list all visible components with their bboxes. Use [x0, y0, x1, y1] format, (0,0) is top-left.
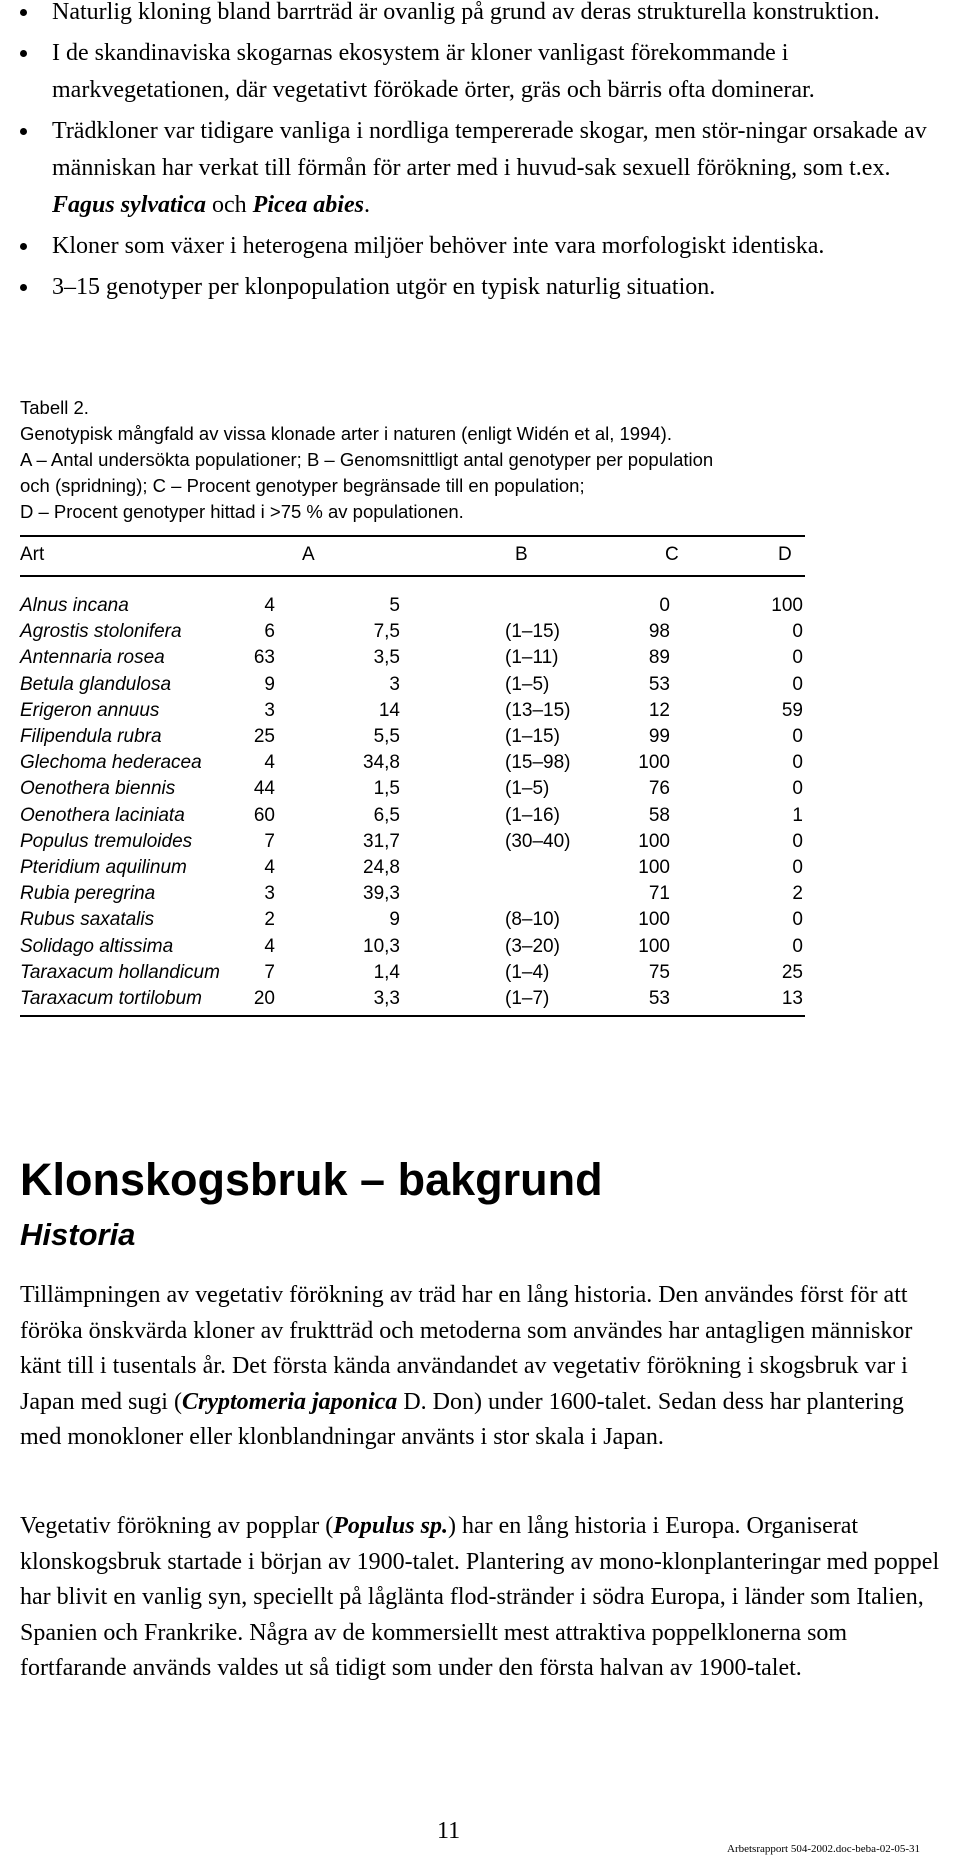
- cell-c: 71: [648, 883, 670, 905]
- cell-a: 7: [264, 830, 275, 852]
- cell-d: 0: [792, 778, 803, 800]
- cell-c: 53: [648, 673, 670, 695]
- bullet-text: .: [363, 192, 370, 218]
- header-b: B: [515, 544, 528, 565]
- cell-c: 98: [648, 621, 670, 643]
- cell-b: 1,4: [373, 961, 400, 983]
- cell-b: 34,8: [363, 752, 400, 774]
- cell-d: 0: [792, 909, 803, 931]
- species-cell: Erigeron annuus: [20, 699, 160, 721]
- bullet-item: [20, 35, 940, 109]
- header-art: Art: [20, 544, 45, 565]
- cell-d: 0: [792, 830, 803, 852]
- cell-b: 3,3: [373, 988, 400, 1009]
- species-cell: Populus tremuloides: [20, 830, 193, 852]
- cell-b: 14: [378, 699, 400, 721]
- table-rule: [20, 575, 805, 577]
- cell-range: (3–20): [505, 935, 560, 957]
- cell-b: 5: [389, 595, 400, 616]
- cell-c: 100: [638, 752, 670, 774]
- cell-c: 0: [659, 595, 670, 616]
- cell-range: (1–5): [505, 673, 550, 695]
- species-cell: Rubus saxatalis: [20, 909, 155, 931]
- history-paragraph: [20, 1278, 950, 1456]
- cell-range: (13–15): [505, 699, 571, 721]
- cell-d: 0: [792, 935, 803, 957]
- cell-b: 5,5: [373, 726, 400, 747]
- bullet-text: Trädkloner var tidigare vanliga i nordliga tempererade skogar, men stör-ningar orsakade av människan har verkat till förmån för arter med i huvud-sak sexuell förökning, som t.ex.: [52, 118, 927, 181]
- paragraph-text: Tillämpningen av vegetativ förökning av träd har en lång historia. Den användes först för att föröka önskvärda kloner av fruktträd och metoderna som användes har antagligen människor känt till i tusentals år. Det första kända användandet av vegetativ förökning i skogsbruk var i Japan med sugi (: [20, 1282, 913, 1415]
- cell-d: 0: [792, 673, 803, 695]
- header-c: C: [665, 544, 679, 565]
- cell-c: 12: [648, 699, 670, 721]
- bullet-item: [20, 269, 940, 306]
- cell-d: 100: [771, 595, 803, 616]
- table-label: Tabell 2.: [20, 397, 89, 418]
- bullet-dot-icon: [20, 128, 27, 135]
- cell-range: (15–98): [505, 752, 571, 774]
- cell-c: 100: [638, 935, 670, 957]
- cell-c: 53: [648, 988, 670, 1009]
- bullet-item: [20, 228, 940, 265]
- cell-c: 99: [648, 726, 670, 747]
- paragraph-text: ) har en lång historia i Europa. Organiserat klonskogsbruk startade i början av 1900-talet. Plantering av mono-klonplanteringar med poppel har blivit en vanlig syn, speciellt på låglänta flod-stränder i södra Europa, i länder som Italien, Spanien och Frankrike. Några av de kommersiellt mest attraktiva poppelklonerna som fortfarande används valdes ut så tidigt som under den första halvan av 1900-talet.: [20, 1513, 940, 1681]
- cell-d: 25: [781, 961, 803, 983]
- species-name: Cryptomeria japonica: [181, 1388, 398, 1415]
- bullet-list: [20, 0, 940, 310]
- bullet-text: 3–15 genotyper per klonpopulation utgör en typisk naturlig situation.: [52, 274, 716, 300]
- cell-c: 89: [648, 647, 670, 669]
- cell-a: 25: [253, 726, 275, 747]
- bullet-dot-icon: [20, 243, 27, 250]
- cell-range: (1–16): [505, 804, 560, 826]
- species-name: Picea abies: [252, 192, 364, 218]
- species-cell: Filipendula rubra: [20, 726, 162, 747]
- cell-d: 13: [781, 988, 803, 1009]
- cell-b: 10,3: [363, 935, 400, 957]
- bullet-text: och: [206, 192, 253, 218]
- bullet-dot-icon: [20, 50, 27, 57]
- cell-a: 3: [264, 699, 275, 721]
- cell-a: 4: [264, 935, 275, 957]
- cell-a: 4: [264, 752, 275, 774]
- species-cell: Taraxacum hollandicum: [20, 961, 220, 983]
- poplar-paragraph: [20, 1509, 950, 1687]
- paragraph-text: D. Don) under 1600-talet. Sedan dess har plantering med monokloner eller klonblandningar använts i stor skala i Japan.: [20, 1388, 904, 1450]
- species-cell: Pteridium aquilinum: [20, 857, 187, 878]
- cell-d: 0: [792, 857, 803, 878]
- table-rule: [20, 1015, 805, 1017]
- cell-b: 9: [389, 909, 400, 931]
- species-cell: Oenothera laciniata: [20, 804, 185, 826]
- cell-a: 2: [264, 909, 275, 931]
- paragraph-text: Vegetativ förökning av popplar (: [20, 1513, 334, 1539]
- species-cell: Solidago altissima: [20, 935, 174, 957]
- cell-b: 6,5: [373, 804, 400, 826]
- cell-range: (1–15): [505, 621, 560, 643]
- section-heading: Klonskogsbruk – bakgrund: [20, 1154, 603, 1205]
- table-legend-line: och (spridning); C – Procent genotyper begränsade till en population;: [20, 475, 585, 496]
- cell-b: 1,5: [373, 778, 400, 800]
- bullet-dot-icon: [20, 9, 27, 16]
- species-name: Fagus sylvatica: [52, 192, 206, 218]
- header-a: A: [302, 544, 315, 565]
- footer-text: Arbetsrapport 504-2002.doc-beba-02-05-31: [727, 1843, 921, 1855]
- cell-d: 0: [792, 647, 803, 669]
- bullet-text: I de skandinaviska skogarnas ekosystem är kloner vanligast förekommande i markvegetationen, där vegetativt förökade örter, gräs och bärris ofta dominerar.: [52, 40, 815, 103]
- cell-a: 20: [253, 988, 275, 1009]
- table-header-row: [20, 539, 805, 570]
- cell-b: 39,3: [363, 883, 400, 905]
- species-cell: Agrostis stolonifera: [20, 621, 182, 643]
- cell-a: 6: [264, 621, 275, 643]
- cell-a: 9: [264, 673, 275, 695]
- cell-d: 0: [792, 621, 803, 643]
- cell-b: 7,5: [373, 621, 400, 643]
- cell-c: 75: [648, 961, 670, 983]
- table-row: [20, 983, 805, 1014]
- cell-range: (1–4): [505, 961, 550, 983]
- cell-d: 2: [792, 883, 803, 905]
- cell-range: (8–10): [505, 909, 560, 931]
- table-title: Genotypisk mångfald av vissa klonade arter i naturen (enligt Widén et al, 1994).: [20, 423, 672, 444]
- species-cell: Oenothera biennis: [20, 778, 176, 800]
- cell-range: (1–15): [505, 726, 560, 747]
- species-cell: Glechoma hederacea: [20, 752, 202, 774]
- cell-c: 76: [648, 778, 670, 800]
- cell-c: 100: [638, 857, 670, 878]
- cell-c: 58: [648, 804, 670, 826]
- cell-c: 100: [638, 830, 670, 852]
- bullet-item: [20, 113, 940, 224]
- header-d: D: [778, 544, 792, 565]
- cell-a: 4: [264, 595, 275, 616]
- bullet-item: [20, 0, 940, 31]
- cell-c: 100: [638, 909, 670, 931]
- cell-d: 59: [781, 699, 803, 721]
- bullet-text: Naturlig kloning bland barrträd är ovanlig på grund av deras strukturella konstruktion.: [52, 0, 880, 25]
- cell-range: (1–11): [505, 647, 559, 669]
- section-subheading: Historia: [20, 1217, 136, 1252]
- table-legend-line: D – Procent genotyper hittad i >75 % av populationen.: [20, 501, 464, 522]
- cell-a: 7: [264, 961, 275, 983]
- cell-a: 4: [264, 857, 275, 878]
- cell-b: 31,7: [363, 830, 400, 852]
- cell-range: (30–40): [505, 830, 571, 852]
- species-cell: Betula glandulosa: [20, 673, 172, 695]
- species-cell: Taraxacum tortilobum: [20, 988, 202, 1009]
- cell-d: 1: [792, 804, 803, 826]
- species-cell: Rubia peregrina: [20, 883, 156, 905]
- cell-a: 63: [253, 647, 275, 669]
- cell-a: 44: [253, 778, 275, 800]
- page-number: 11: [437, 1818, 461, 1844]
- cell-b: 3,5: [373, 647, 400, 669]
- cell-b: 3: [389, 673, 400, 695]
- cell-d: 0: [792, 752, 803, 774]
- cell-a: 3: [264, 883, 275, 905]
- table-legend-line: A – Antal undersökta populationer; B – Genomsnittligt antal genotyper per population: [20, 449, 714, 470]
- cell-d: 0: [792, 726, 803, 747]
- cell-range: (1–7): [505, 988, 550, 1009]
- species-cell: Antennaria rosea: [20, 647, 165, 669]
- bullet-dot-icon: [20, 284, 27, 291]
- species-cell: Alnus incana: [20, 595, 129, 616]
- cell-b: 24,8: [363, 857, 400, 878]
- cell-range: (1–5): [505, 778, 550, 800]
- bullet-text: Kloner som växer i heterogena miljöer behöver inte vara morfologiskt identiska.: [52, 233, 825, 259]
- cell-a: 60: [253, 804, 275, 826]
- table-rule: [20, 535, 805, 537]
- species-name: Populus sp.: [333, 1513, 448, 1539]
